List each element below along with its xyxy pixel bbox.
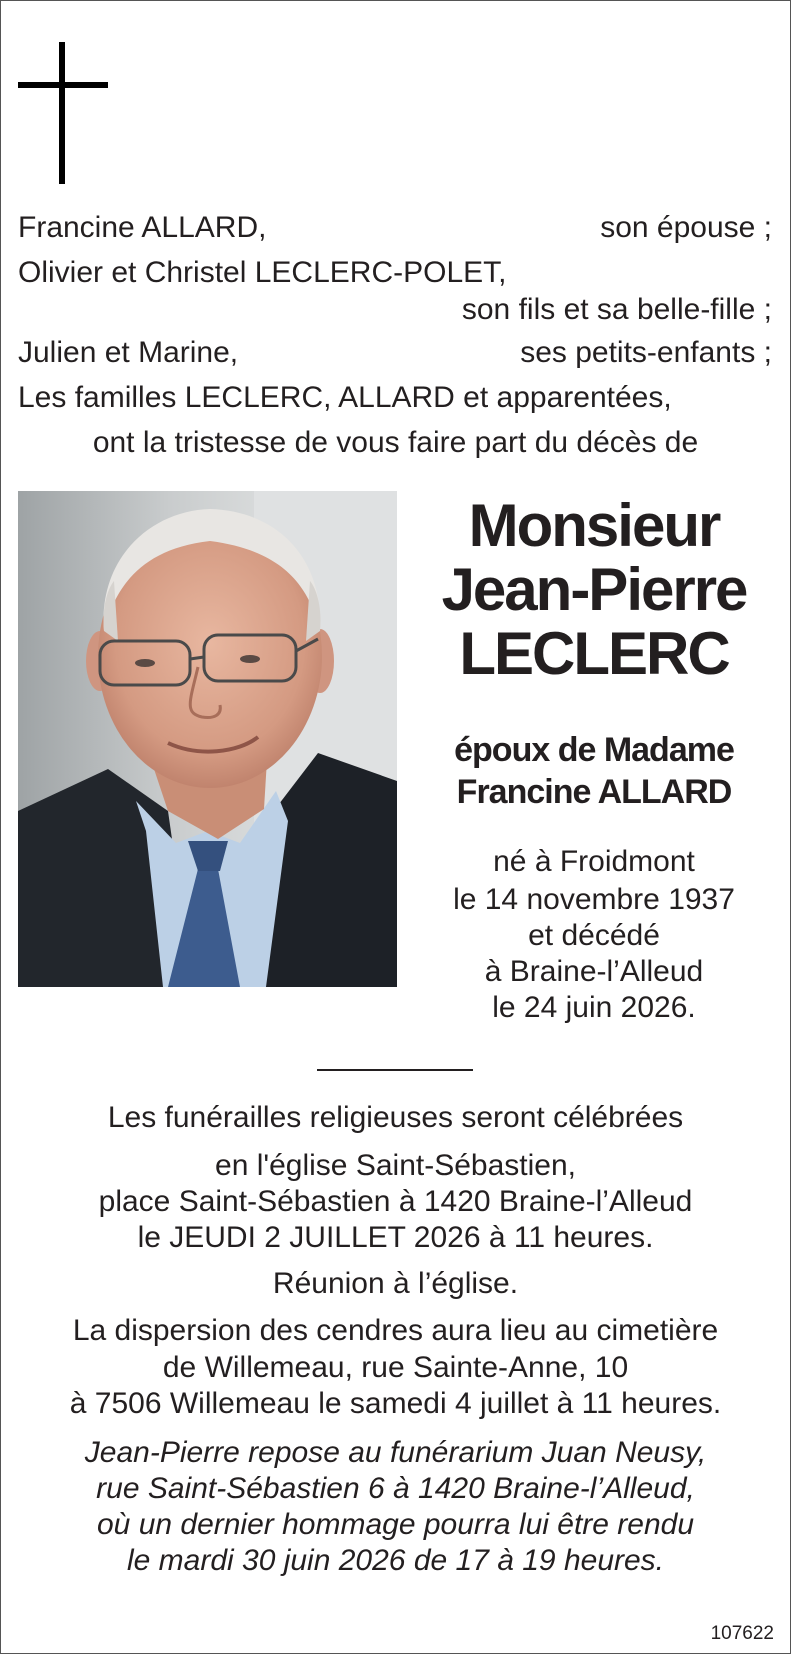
cross-horizontal-bar [18,82,108,88]
visitation-line: Jean-Pierre repose au funérarium Juan Neusy, [84,1436,707,1469]
meeting-text: Réunion à l’église. [272,1267,519,1300]
funeral-line: en l'église Saint-Sébastien, [215,1149,576,1182]
funeral-line: Les funérailles religieuses seront célébrées [107,1101,684,1134]
birth-place: né à Froidmont [493,845,695,878]
dispersion-line: de Willemeau, rue Sainte-Anne, 10 [162,1351,629,1384]
deceased-last-name: LECLERC [459,620,729,687]
funeral-line: place Saint-Sébastien à 1420 Braine-l’Alleud [98,1185,693,1218]
funeral-line: le JEUDI 2 JUILLET 2026 à 11 heures. [137,1221,654,1254]
intro-text: ont la tristesse de vous faire part du décès de [92,426,699,459]
dispersion-line: La dispersion des cendres aura lieu au cimetière [72,1314,719,1347]
separator-line [317,1069,473,1071]
birth-date: le 14 novembre 1937 [453,883,735,916]
death-place: à Braine-l’Alleud [484,955,704,988]
reference-number: 107622 [710,1623,774,1644]
announcer-name: Francine ALLARD, [18,211,267,244]
visitation-line: rue Saint-Sébastien 6 à 1420 Braine-l’Alleud, [96,1472,695,1505]
dispersion-line: à 7506 Willemeau le samedi 4 juillet à 11 heures. [69,1387,722,1420]
announcer-name: Olivier et Christel LECLERC-POLET, [18,256,507,289]
death-date: le 24 juin 2026. [492,991,696,1024]
death-word: et décédé [528,919,660,952]
deceased-title: Monsieur [468,492,720,559]
spouse-line-1: époux de Madame [454,731,734,769]
portrait-photo [18,491,397,987]
announcer-relation: son épouse ; [600,211,772,244]
announcer-name: Julien et Marine, [18,336,239,369]
announcer-relation: son fils et sa belle-fille ; [461,293,772,326]
announcer-name: Les familles LECLERC, ALLARD et apparentées, [18,381,672,414]
announcer-relation: ses petits-enfants ; [520,336,772,369]
deceased-first-name: Jean-Pierre [441,556,747,623]
spouse-line-2: Francine ALLARD [456,773,732,811]
cross-vertical-bar [59,42,65,184]
visitation-line: le mardi 30 juin 2026 de 17 à 19 heures. [126,1544,665,1577]
visitation-line: où un dernier hommage pourra lui être rendu [96,1508,695,1541]
